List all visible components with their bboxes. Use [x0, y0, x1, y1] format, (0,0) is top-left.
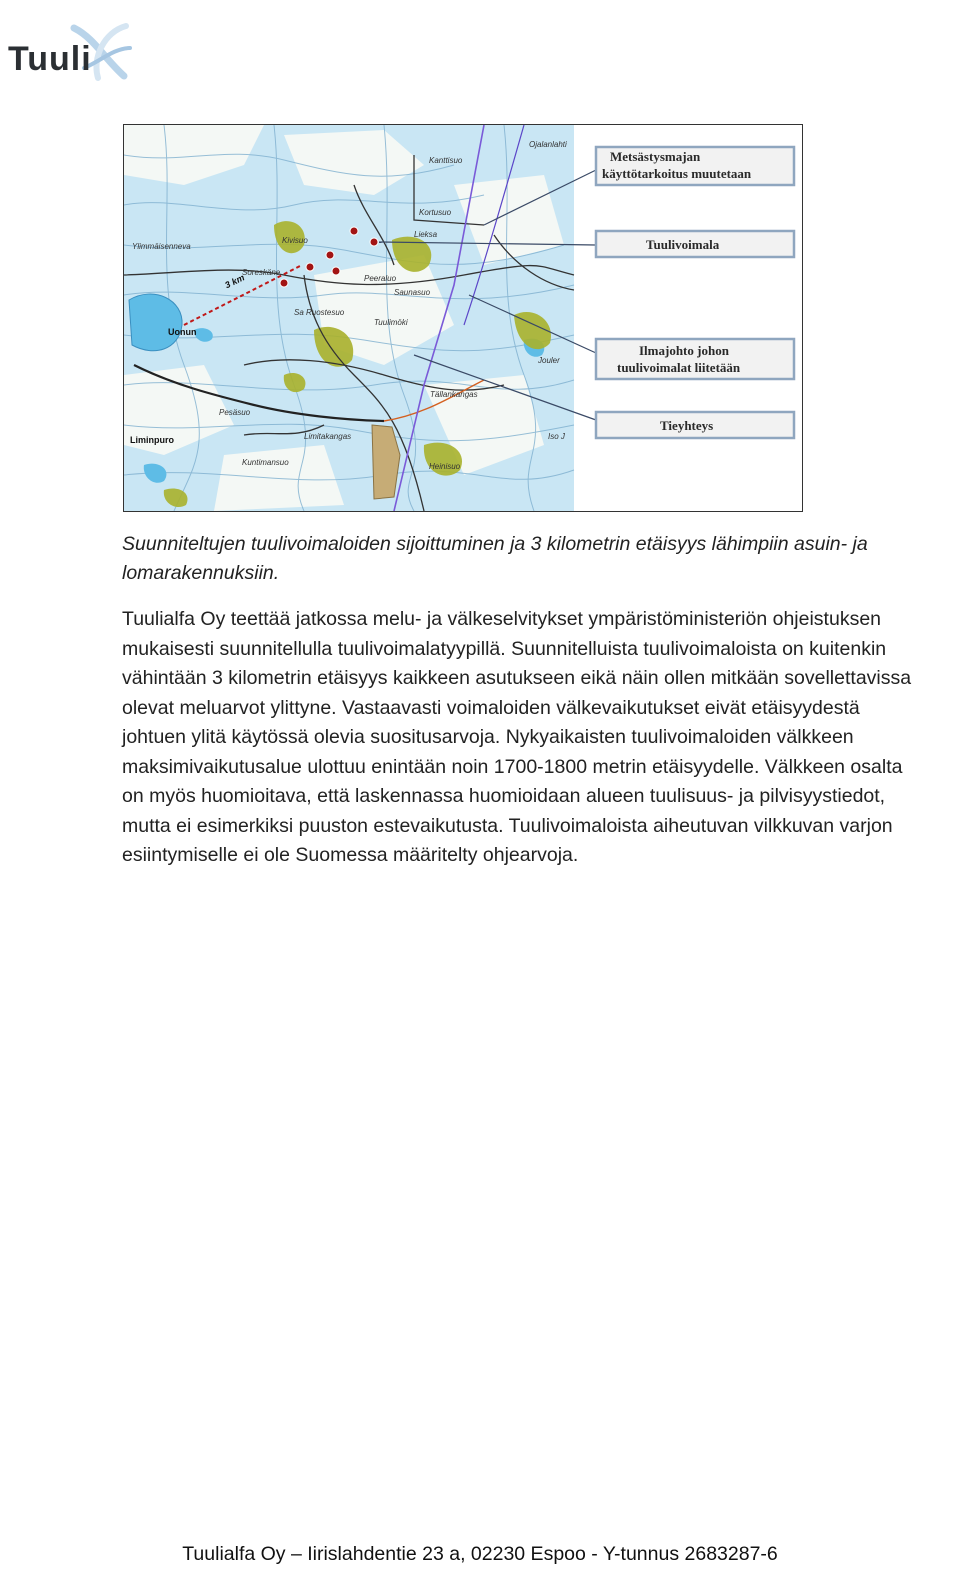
body-line: vähintään 3 kilometrin etäisyys kaikkeen asutukseen eikä näin ollen mitkään sovellettavissa — [122, 667, 912, 689]
svg-text:Saunasuo: Saunasuo — [394, 288, 431, 297]
body-line: esiintymiselle ei ole Suomessa määritelty ohjearvoja. — [122, 844, 579, 866]
body-line: Tuulialfa Oy teettää jatkossa melu- ja välkeselvitykset ympäristöministeriön ohjeistuksen — [122, 608, 882, 630]
body-line: olevat meluarvot ylittyne. Vastaavasti voimaloiden välkevaikutukset eivät etäisyydestä — [122, 696, 860, 719]
distance-label: 3 km — [223, 272, 247, 291]
svg-text:Soreskäne: Soreskäne — [242, 268, 281, 277]
svg-text:Heinisuo: Heinisuo — [429, 462, 461, 471]
callout-wind-turbine: Tuulivoimala — [646, 237, 720, 252]
callout-hunting-lodge-line1: Metsästysmajan — [610, 149, 701, 164]
svg-text:Iso J: Iso J — [548, 432, 565, 441]
body-line: johtuen ylitä käytössä olevia suositusarvoja. Nykyaikaisten tuulivoimaloiden välkkeen — [122, 726, 854, 748]
logo-text: Tuuli — [8, 40, 92, 78]
svg-text:Tällankangas: Tällankangas — [430, 390, 478, 399]
svg-text:Sa Ruostesuo: Sa Ruostesuo — [294, 308, 345, 317]
svg-text:Jouler: Jouler — [538, 356, 560, 365]
body-paragraph — [122, 605, 952, 871]
figure-caption: Suunniteltujen tuulivoimaloiden sijoittuminen ja 3 kilometrin etäisyys lähimpiin asuin- ja lomarakennuksiin. — [122, 533, 868, 584]
svg-text:Ylimmäisenneva: Ylimmäisenneva — [132, 242, 191, 251]
svg-text:Kanttisuo: Kanttisuo — [429, 156, 463, 165]
svg-text:Tuulimöki: Tuulimöki — [374, 318, 408, 327]
svg-text:Pesäsuo: Pesäsuo — [219, 408, 251, 417]
svg-text:Kivisuo: Kivisuo — [282, 236, 308, 245]
company-logo — [4, 18, 134, 82]
callout-power-line-line2: tuulivoimalat liitetään — [617, 360, 741, 375]
map-figure — [123, 124, 803, 512]
svg-text:Peeraluo: Peeraluo — [364, 274, 397, 283]
body-line: mukaisesti suunnitellulla tuulivoimalatyypillä. Suunnitelluista tuulivoimaloista on kuitenkin — [122, 637, 887, 660]
page-footer: Tuulialfa Oy – Iirislahdentie 23 a, 02230 Espoo - Y-tunnus 2683287-6 — [182, 1543, 778, 1565]
body-line: on myös huomioitava, että laskennassa huomioidaan alueen tuulisuus- ja pilvisyystiedot, — [122, 785, 886, 807]
svg-text:Ojalanlahti: Ojalanlahti — [529, 140, 567, 149]
svg-text:Lieksa: Lieksa — [414, 230, 438, 239]
svg-text:Kuntimansuo: Kuntimansuo — [242, 458, 289, 467]
svg-text:Liminpuro: Liminpuro — [130, 435, 174, 445]
body-line: maksimivaikutusalue ulottuu enintään noin 1700-1800 metrin etäisyydelle. Välkkeen osalta — [122, 755, 903, 778]
callout-road-connection: Tieyhteys — [660, 418, 714, 433]
body-line: mutta ei esimerkiksi puuston estevaikutusta. Tuulivoimaloista aiheutuvan vilkkuvan varjon — [122, 814, 893, 837]
callout-power-line-line1: Ilmajohto johon — [639, 343, 729, 358]
svg-text:Kortusuo: Kortusuo — [419, 208, 452, 217]
callout-hunting-lodge-line2: käyttötarkoitus muutetaan — [602, 166, 752, 181]
svg-text:Limitakangas: Limitakangas — [304, 432, 352, 441]
wind-farm-map — [124, 125, 802, 511]
svg-text:Uonun: Uonun — [168, 327, 197, 337]
